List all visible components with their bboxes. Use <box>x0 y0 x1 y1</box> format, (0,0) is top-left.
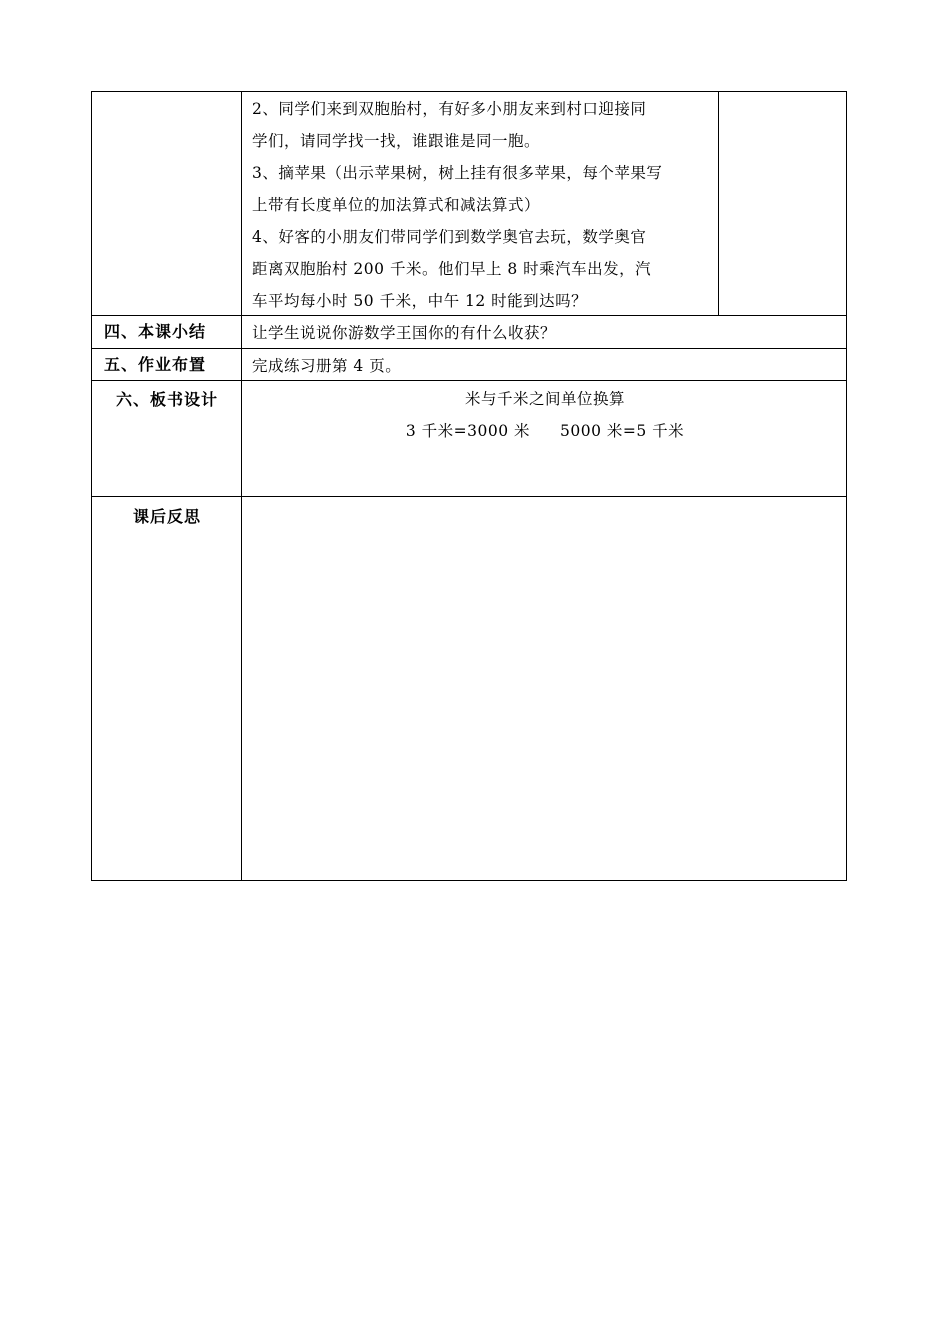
homework-text: 完成练习册第 4 页。 <box>252 357 402 375</box>
activity-line: 4、好客的小朋友们带同学们到数学奥官去玩，数学奥官 <box>252 228 647 246</box>
activity-line: 距离双胞胎村 200 千米。他们早上 8 时乘汽车出发，汽 <box>252 260 652 278</box>
activity-line: 学们，请同学找一找，谁跟谁是同一胞。 <box>252 132 541 150</box>
column-divider-notes <box>718 92 719 315</box>
homework-label: 五、作业布置 <box>104 355 207 374</box>
reflection-content-area[interactable] <box>242 497 846 880</box>
activity-line: 2、同学们来到双胞胎村，有好多小朋友来到村口迎接同 <box>252 100 647 118</box>
lesson-plan-table <box>91 91 847 881</box>
board-design-label: 六、板书设计 <box>115 390 218 409</box>
summary-label: 四、本课小结 <box>104 322 207 341</box>
activity-line: 车平均每小时 50 千米，中午 12 时能到达吗？ <box>252 292 588 310</box>
summary-text: 让学生说说你游数学王国你的有什么收获？ <box>252 324 557 342</box>
row-divider-2 <box>92 348 846 349</box>
activity-line: 3、摘苹果（出示苹果树，树上挂有很多苹果，每个苹果写 <box>252 164 663 182</box>
row-divider-1 <box>92 315 846 316</box>
board-title: 米与千米之间单位换算 <box>464 390 625 408</box>
board-formulas <box>243 421 847 441</box>
activity-line: 上带有长度单位的加法算式和减法算式） <box>252 196 541 214</box>
board-formula-m-to-km: 5000 米=5 千米 <box>560 422 685 440</box>
row-divider-3 <box>92 380 846 381</box>
reflection-label: 课后反思 <box>132 507 201 526</box>
board-formula-km-to-m: 3 千米=3000 米 <box>405 422 530 440</box>
